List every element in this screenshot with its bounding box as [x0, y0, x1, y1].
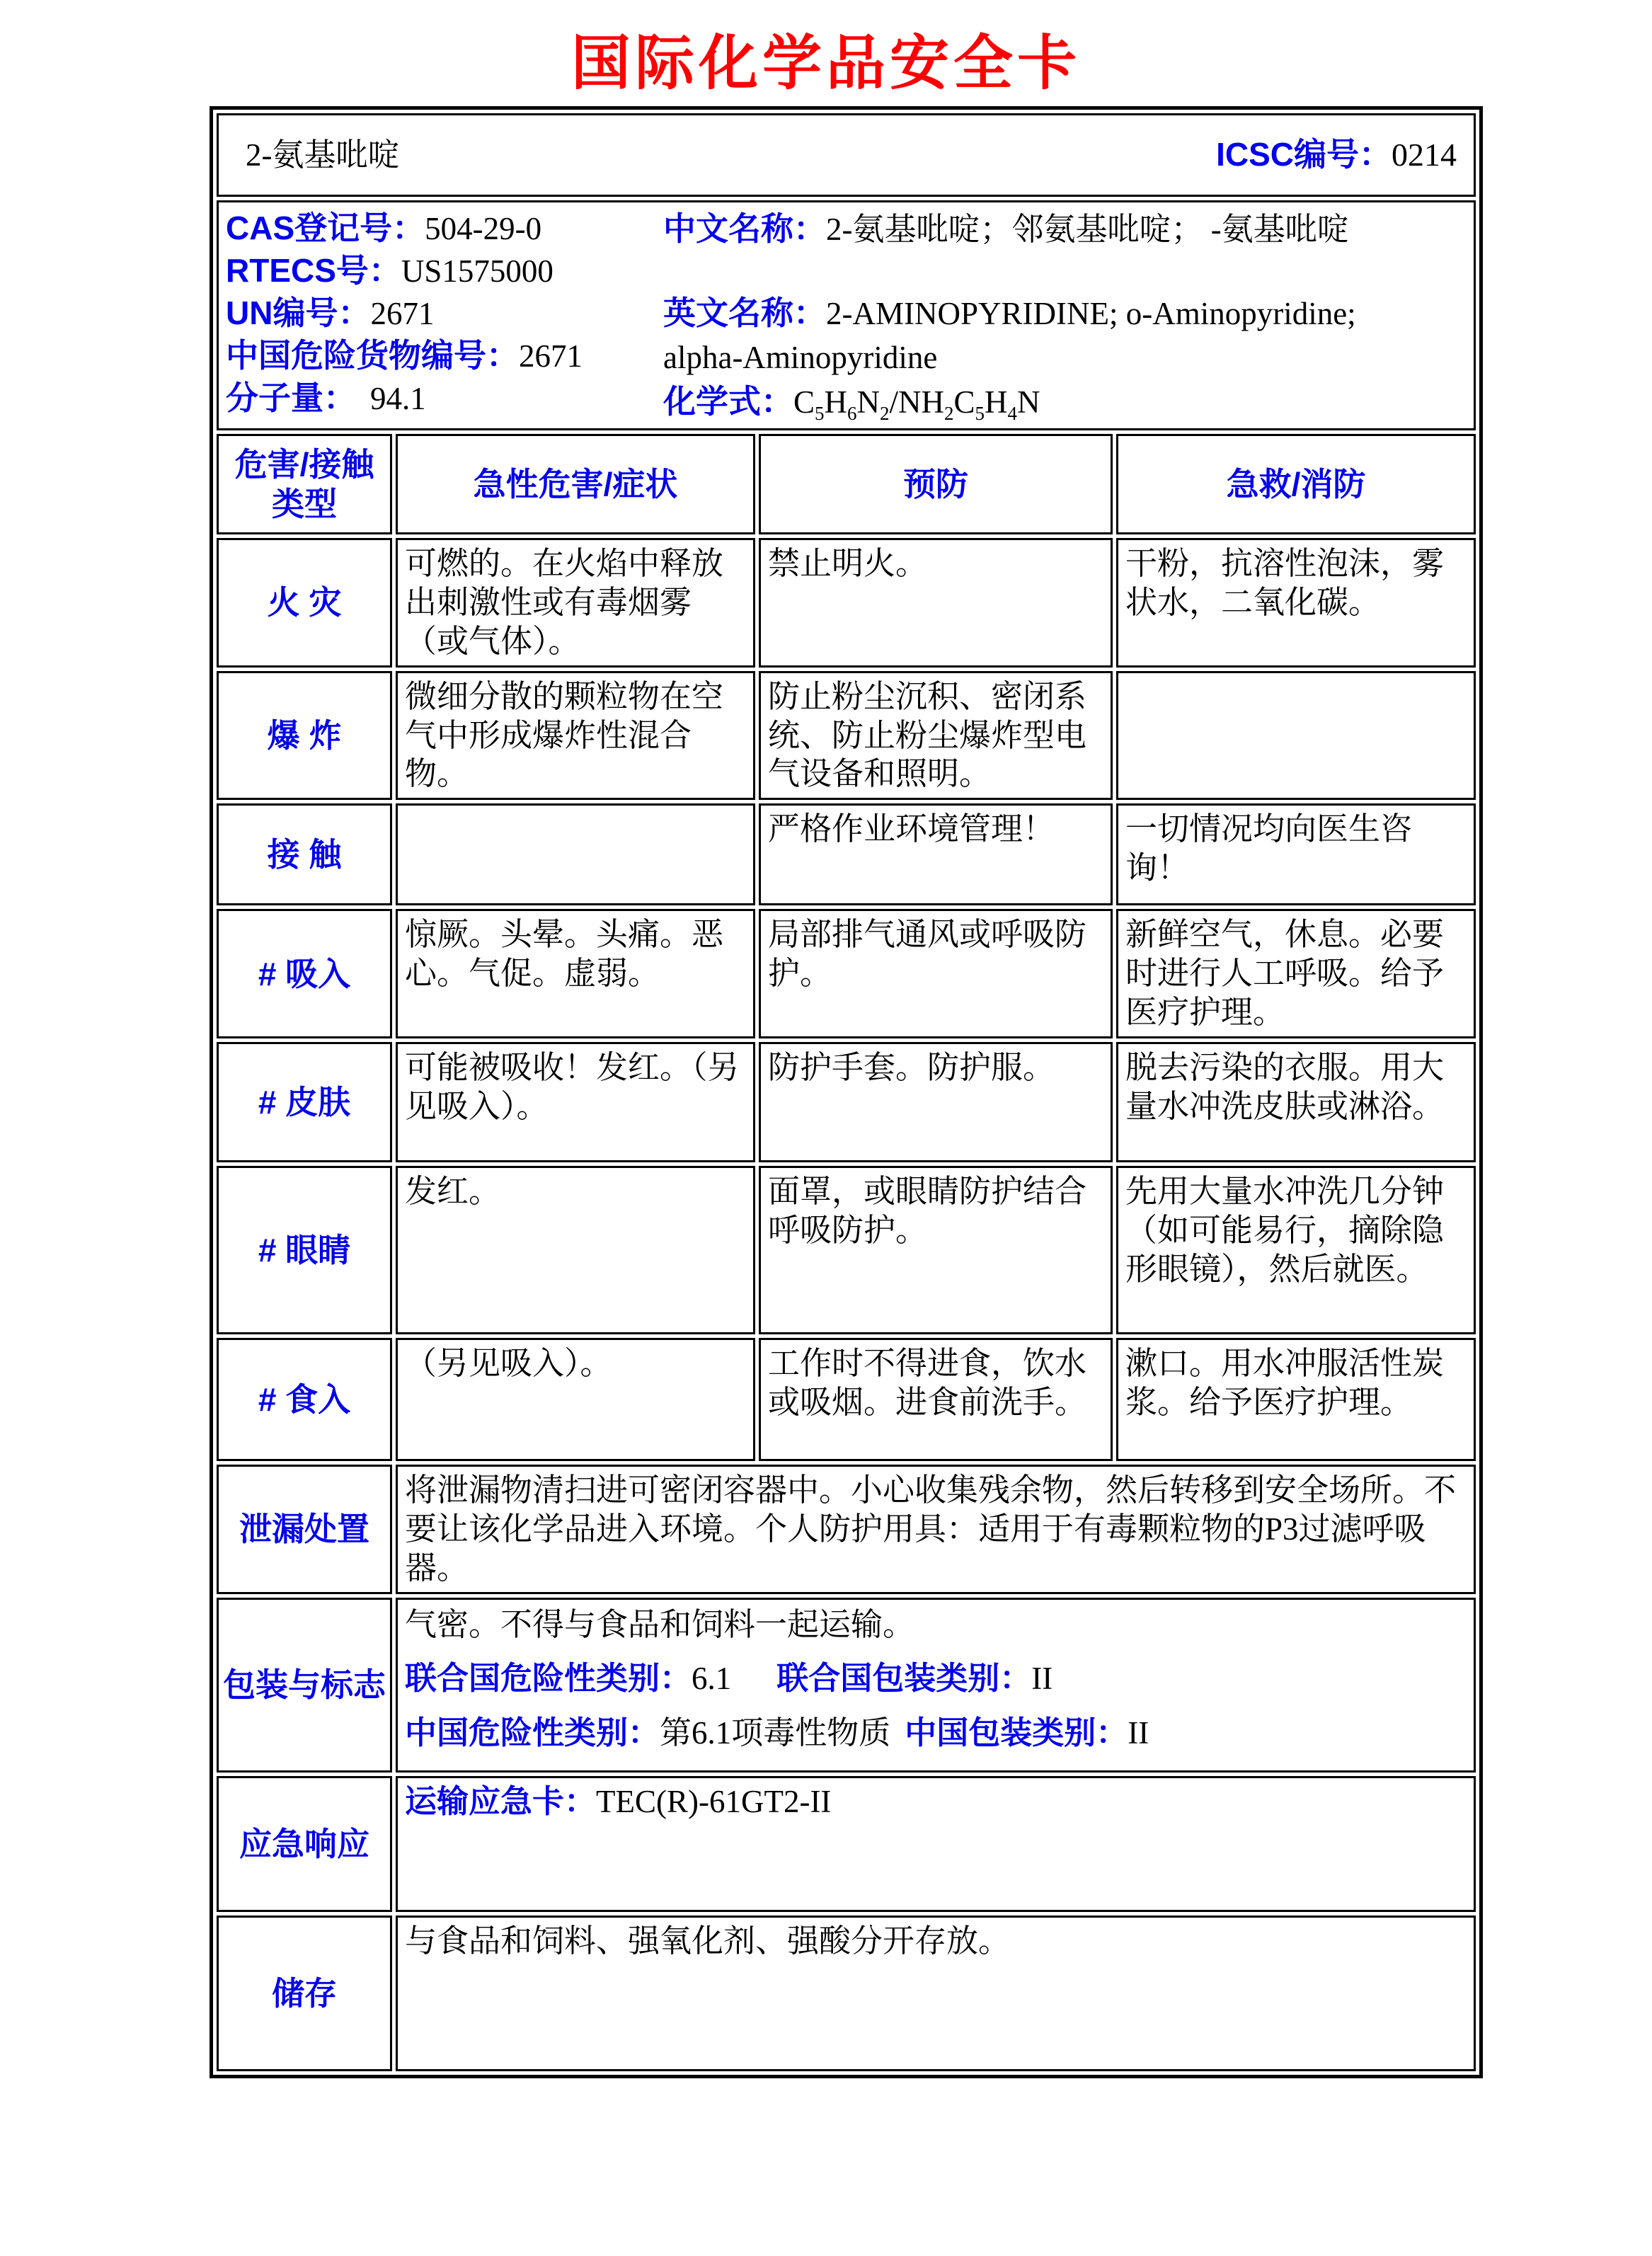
row-inhalation: [217, 909, 1476, 1038]
chinese-name-value: 2-氨基吡啶；邻氨基吡啶； -氨基吡啶: [826, 212, 1349, 247]
exposure-prevention-cell: 严格作业环境管理！: [759, 803, 1113, 905]
rtecs-label: RTECS号：: [226, 252, 401, 289]
rtecs-number-line: [226, 249, 663, 292]
row-eyes: [217, 1166, 1476, 1334]
packaging-cn-line: [405, 1712, 1467, 1754]
china-dg-value: 2671: [519, 338, 583, 374]
cn-hazard-class-label: 中国危险性类别：: [405, 1714, 660, 1751]
fire-firefighting-cell: 干粉，抗溶性泡沫，雾状水，二氧化碳。: [1116, 538, 1476, 668]
cn-pack-group-label: 中国包装类别：: [905, 1714, 1128, 1751]
icsc-number: [1216, 134, 1457, 175]
row-emergency-label: 应急响应: [217, 1776, 392, 1912]
un-hazard-class-label: 联合国危险性类别：: [405, 1660, 692, 1697]
cas-number-line: [226, 207, 663, 249]
header-prevention: 预防: [759, 434, 1113, 534]
inhalation-prevention-cell: 局部排气通风或呼吸防护。: [759, 909, 1113, 1038]
packaging-un-line: [405, 1658, 1467, 1700]
un-value: 2671: [370, 296, 435, 331]
molecular-weight-value: 94.1: [370, 381, 426, 416]
ingestion-symptoms-cell: （另见吸入）。: [396, 1338, 755, 1461]
formula-value: $C_5H_6N_2/NH_2C_5H_4N$: [793, 384, 1040, 424]
un-pack-group-value: II: [1031, 1661, 1053, 1697]
chinese-names-line: [663, 207, 1467, 251]
identity-row: [217, 200, 1476, 430]
un-number-line: [226, 292, 663, 334]
identity-left-column: [226, 207, 663, 424]
explosion-firefighting-cell: [1116, 671, 1476, 801]
row-exposure-label: 接 触: [217, 803, 392, 905]
icsc-value: 0214: [1392, 137, 1457, 173]
row-explosion: [217, 671, 1476, 801]
transport-card-label: 运输应急卡：: [405, 1783, 597, 1820]
header-row: [217, 434, 1476, 534]
row-fire: [217, 538, 1476, 668]
cas-label: CAS登记号：: [226, 210, 425, 246]
cas-value: 504-29-0: [425, 211, 542, 246]
safety-card-table: [210, 106, 1483, 2078]
eyes-firstaid-cell: 先用大量水冲洗几分钟（如可能易行，摘除隐形眼镜），然后就医。: [1116, 1166, 1476, 1334]
skin-firstaid-cell: 脱去污染的衣服。用大量水冲洗皮肤或淋浴。: [1116, 1042, 1476, 1162]
formula-line: [663, 379, 1467, 424]
english-name-value2: alpha-Aminopyridine: [663, 340, 938, 375]
english-name-label: 英文名称：: [663, 294, 826, 331]
eyes-prevention-cell: 面罩，或眼睛防护结合呼吸防护。: [759, 1166, 1113, 1334]
english-names-line: [663, 291, 1467, 379]
inhalation-firstaid-cell: 新鲜空气，休息。必要时进行人工呼吸。给予医疗护理。: [1116, 909, 1476, 1038]
english-name-value1: 2-AMINOPYRIDINE; o-Aminopyridine;: [826, 296, 1356, 331]
band-cell: [217, 113, 1476, 197]
explosion-symptoms-cell: 微细分散的颗粒物在空气中形成爆炸性混合物。: [396, 671, 755, 801]
skin-prevention-cell: 防护手套。防护服。: [759, 1042, 1113, 1162]
ingestion-firstaid-cell: 漱口。用水冲服活性炭浆。给予医疗护理。: [1116, 1338, 1476, 1461]
un-hazard-class-value: 6.1: [692, 1661, 732, 1697]
header-first-aid: 急救/消防: [1116, 434, 1476, 534]
header-hazard-type-line1: 危害/接触: [234, 445, 374, 483]
icsc-label: ICSC编号：: [1216, 136, 1392, 173]
china-dg-label: 中国危险货物编号：: [226, 337, 519, 374]
un-label: UN编号：: [226, 294, 371, 331]
fire-symptoms-cell: 可燃的。在火焰中释放出刺激性或有毒烟雾（或气体）。: [396, 538, 755, 668]
cn-pack-group-value: II: [1128, 1714, 1149, 1751]
row-skin-label: # 皮肤: [217, 1042, 392, 1162]
row-packaging-label: 包装与标志: [217, 1598, 392, 1773]
header-hazard-type-line2: 类型: [272, 486, 337, 522]
row-storage: [217, 1916, 1476, 2071]
chinese-name-label: 中文名称：: [663, 210, 826, 247]
emergency-text-cell: [396, 1776, 1476, 1912]
exposure-firstaid-cell: 一切情况均向医生咨询！: [1116, 803, 1476, 905]
fire-prevention-cell: 禁止明火。: [759, 538, 1113, 668]
row-packaging: [217, 1598, 1476, 1773]
row-spillage: [217, 1465, 1476, 1594]
un-pack-group-label: 联合国包装类别：: [776, 1660, 1032, 1697]
molecular-weight-label: 分子量：: [226, 379, 356, 416]
packaging-text-cell: [396, 1598, 1476, 1773]
spillage-text-cell: 将泄漏物清扫进可密闭容器中。小心收集残余物，然后转移到安全场所。不要让该化学品进入环境。个人防护用具：适用于有毒颗粒物的P3过滤呼吸器。: [396, 1465, 1476, 1594]
page-title: 国际化学品安全卡: [570, 30, 1081, 96]
band-row: [217, 113, 1476, 197]
packaging-line1: 气密。不得与食品和饲料一起运输。: [405, 1606, 915, 1642]
row-inhalation-label: # 吸入: [217, 909, 392, 1038]
row-storage-label: 储存: [217, 1916, 392, 2071]
formula-label: 化学式：: [663, 383, 793, 420]
chemical-name: 2-氨基吡啶: [246, 137, 400, 173]
row-ingestion: [217, 1338, 1476, 1461]
row-fire-label: 火 灾: [217, 538, 392, 668]
identity-cell: [217, 200, 1476, 430]
row-exposure: [217, 803, 1476, 905]
row-ingestion-label: # 食入: [217, 1338, 392, 1461]
rtecs-value: US1575000: [401, 253, 553, 289]
molecular-weight-line: [226, 377, 663, 419]
china-dg-number-line: [226, 334, 663, 377]
eyes-symptoms-cell: 发红。: [396, 1166, 755, 1334]
row-skin: [217, 1042, 1476, 1162]
row-explosion-label: 爆 炸: [217, 671, 392, 801]
header-hazard-type: [217, 434, 392, 534]
ingestion-prevention-cell: 工作时不得进食，饮水或吸烟。进食前洗手。: [759, 1338, 1113, 1461]
cn-hazard-class-value: 第6.1项毒性物质: [660, 1714, 891, 1751]
row-eyes-label: # 眼睛: [217, 1166, 392, 1334]
identity-right-column: [663, 207, 1467, 424]
row-emergency: [217, 1776, 1476, 1912]
header-acute-hazards: 急性危害/症状: [396, 434, 755, 534]
row-spillage-label: 泄漏处置: [217, 1465, 392, 1594]
transport-card-value: TEC(R)-61GT2-II: [596, 1784, 832, 1820]
skin-symptoms-cell: 可能被吸收！发红。（另见吸入）。: [396, 1042, 755, 1162]
exposure-symptoms-cell: [396, 803, 755, 905]
storage-text-cell: 与食品和饲料、强氧化剂、强酸分开存放。: [396, 1916, 1476, 2071]
explosion-prevention-cell: 防止粉尘沉积、密闭系统、防止粉尘爆炸型电气设备和照明。: [759, 671, 1113, 801]
inhalation-symptoms-cell: 惊厥。头晕。头痛。恶心。气促。虚弱。: [396, 909, 755, 1038]
